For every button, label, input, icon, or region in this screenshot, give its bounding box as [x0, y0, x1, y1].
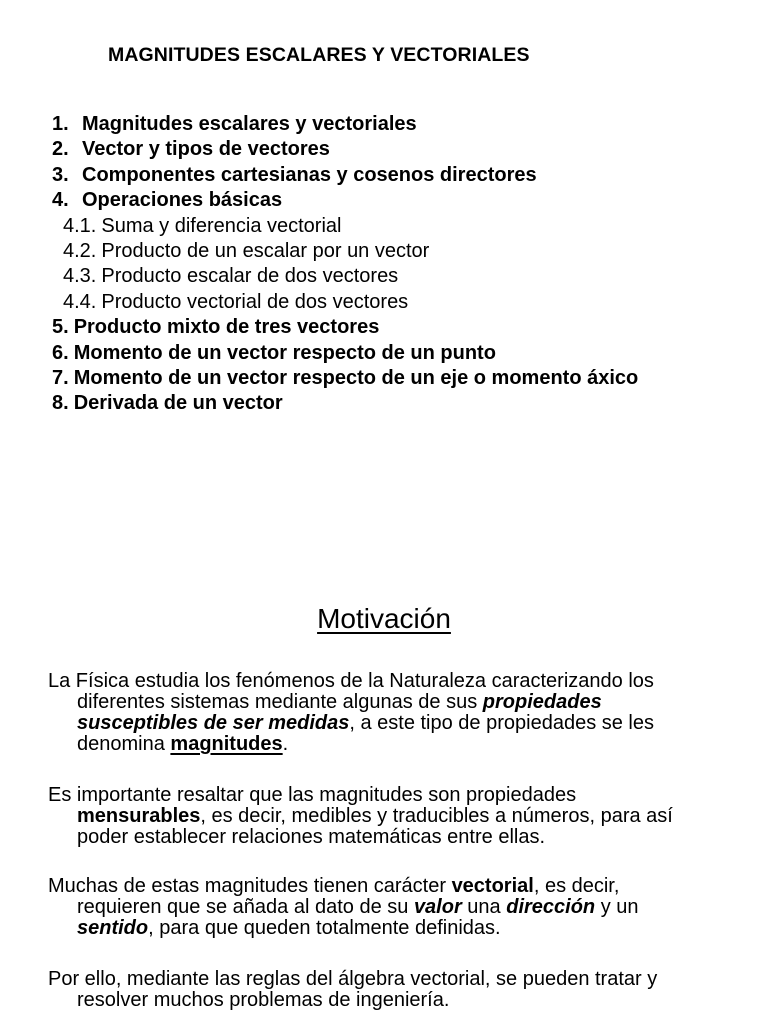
text-run: y un [595, 896, 639, 918]
text-run: , a este tipo de propiedades se les [349, 712, 654, 734]
text-run: diferentes sistemas mediante algunas de sus [77, 691, 483, 713]
emphasis-text: mensurables [77, 805, 201, 827]
paragraph-line [48, 785, 728, 806]
toc-text: Suma y diferencia vectorial [101, 214, 342, 237]
toc-text: Componentes cartesianas y cosenos directores [82, 163, 537, 186]
paragraph-line [48, 918, 728, 939]
toc-text: Derivada de un vector [73, 392, 283, 415]
text-run: resolver muchos problemas de ingeniería. [77, 989, 450, 1011]
emphasis-text: dirección [506, 896, 596, 918]
text-run: , es decir, medibles y traducibles a números, para así [200, 805, 673, 827]
toc-number: 5. [52, 316, 69, 339]
toc-number: 2. [52, 138, 69, 161]
toc-item-4 [52, 188, 752, 213]
toc-text: Producto escalar de dos vectores [101, 265, 399, 288]
toc-text: Momento de un vector respecto de un eje o momento áxico [73, 366, 639, 389]
paragraph-line [48, 969, 728, 990]
toc-subitem-4-3 [52, 264, 752, 289]
toc-item-6 [52, 341, 752, 366]
paragraph-3 [48, 876, 728, 939]
emphasis-text: vectorial [451, 875, 534, 897]
table-of-contents [52, 112, 752, 417]
paragraph-1 [48, 671, 728, 755]
paragraph-4 [48, 969, 728, 1011]
paragraph-line [48, 876, 728, 897]
toc-number: 6. [52, 341, 69, 364]
text-run: una [461, 896, 507, 918]
toc-text: Magnitudes escalares y vectoriales [82, 113, 417, 135]
toc-number: 1. [52, 113, 69, 135]
text-run: . [282, 733, 289, 755]
emphasis-text: sentido [77, 917, 149, 939]
toc-number: 8. [52, 392, 69, 415]
paragraph-2 [48, 785, 728, 848]
toc-number: 4.2. [63, 239, 97, 262]
toc-number: 4.3. [63, 265, 97, 288]
toc-item-3 [52, 163, 752, 188]
paragraph-line [48, 713, 728, 734]
toc-subitem-4-1 [52, 214, 752, 239]
text-run: Es importante resaltar que las magnitudes son propiedades [48, 784, 577, 806]
toc-item-5 [52, 315, 752, 340]
toc-number: 7. [52, 366, 69, 389]
emphasis-text: magnitudes [170, 733, 283, 755]
paragraph-line [48, 827, 728, 848]
paragraph-line [48, 990, 728, 1011]
text-run: requieren que se añada al dato de su [77, 896, 414, 918]
toc-text: Producto vectorial de dos vectores [101, 290, 409, 313]
toc-text: Producto de un escalar por un vector [101, 239, 430, 262]
toc-number: 4.4. [63, 290, 97, 313]
paragraph-line [48, 671, 728, 692]
toc-number: 4.1. [63, 214, 97, 237]
toc-number: 3. [52, 163, 69, 186]
toc-item-2 [52, 137, 752, 162]
toc-item-8 [52, 391, 752, 416]
toc-number: 4. [52, 189, 69, 212]
toc-text: Producto mixto de tres vectores [73, 316, 380, 339]
emphasis-text: susceptibles de ser medidas [77, 712, 350, 734]
toc-item-1 [52, 112, 752, 137]
section-heading [0, 603, 768, 635]
text-run: La Física estudia los fenómenos de la Naturaleza caracterizando los [48, 670, 654, 692]
emphasis-text: valor [413, 896, 462, 918]
paragraph-line [48, 897, 728, 918]
text-run: Por ello, mediante las reglas del álgebra vectorial, se pueden tratar y [48, 968, 658, 990]
text-run: , es decir, [533, 875, 620, 897]
toc-text: Operaciones básicas [82, 189, 283, 212]
text-run: denomina [77, 733, 171, 755]
text-run: poder establecer relaciones matemáticas entre ellas. [77, 826, 546, 848]
text-run: , para que queden totalmente definidas. [148, 917, 501, 939]
document-title: MAGNITUDES ESCALARES Y VECTORIALES [108, 44, 530, 66]
toc-text: Momento de un vector respecto de un punto [73, 341, 496, 364]
toc-subitem-4-2 [52, 239, 752, 264]
toc-text: Vector y tipos de vectores [82, 138, 330, 161]
paragraph-line [48, 806, 728, 827]
text-run: Muchas de estas magnitudes tienen carácter [48, 875, 452, 897]
paragraph-line [48, 692, 728, 713]
toc-subitem-4-4 [52, 290, 752, 315]
paragraph-line [48, 734, 728, 755]
emphasis-text: propiedades [482, 691, 602, 713]
section-heading-text: Motivación [317, 603, 451, 634]
toc-item-7 [52, 366, 752, 391]
